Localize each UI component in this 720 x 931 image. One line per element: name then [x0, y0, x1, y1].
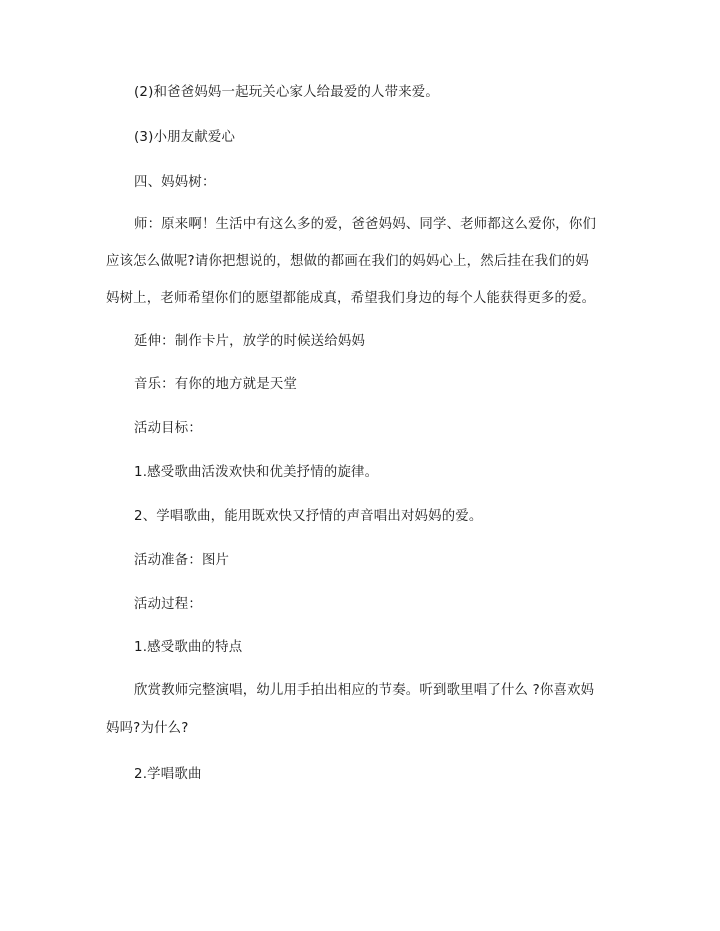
paragraph-extension: 延伸：制作卡片，放学的时候送给妈妈: [134, 334, 366, 349]
process-step-2: 2.学唱歌曲: [134, 767, 202, 782]
process-step-1: 1.感受歌曲的特点: [134, 640, 243, 655]
paragraph-appreciation-line-1: 欣赏教师完整演唱，幼儿用手拍出相应的节奏。听到歌里唱了什么 ?你喜欢妈: [134, 683, 595, 698]
paragraph-activity-3: (3)小朋友献爱心: [134, 130, 236, 145]
goal-item-2: 2、学唱歌曲，能用既欢快又抒情的声音唱出对妈妈的爱。: [134, 509, 483, 524]
paragraph-teacher-line-3: 妈树上，老师希望你们的愿望都能成真，希望我们身边的每个人能获得更多的爱。: [106, 291, 596, 306]
paragraph-activity-2: (2)和爸爸妈妈一起玩关心家人给最爱的人带来爱。: [134, 85, 439, 100]
paragraph-music: 音乐：有你的地方就是天堂: [134, 377, 298, 392]
heading-activity-process: 活动过程：: [134, 597, 202, 612]
paragraph-activity-prep: 活动准备：图片: [134, 553, 230, 568]
paragraph-teacher-line-2: 应该怎么做呢?请你把想说的，想做的都画在我们的妈妈心上，然后挂在我们的妈: [106, 254, 589, 269]
goal-item-1: 1.感受歌曲活泼欢快和优美抒情的旋律。: [134, 465, 379, 480]
heading-activity-goals: 活动目标：: [134, 421, 202, 436]
paragraph-appreciation-line-2: 妈吗?为什么?: [106, 721, 189, 736]
paragraph-teacher-line-1: 师：原来啊！生活中有这么多的爱，爸爸妈妈、同学、老师都这么爱你，你们: [134, 217, 597, 232]
section-heading-mother-tree: 四、妈妈树：: [134, 175, 216, 190]
